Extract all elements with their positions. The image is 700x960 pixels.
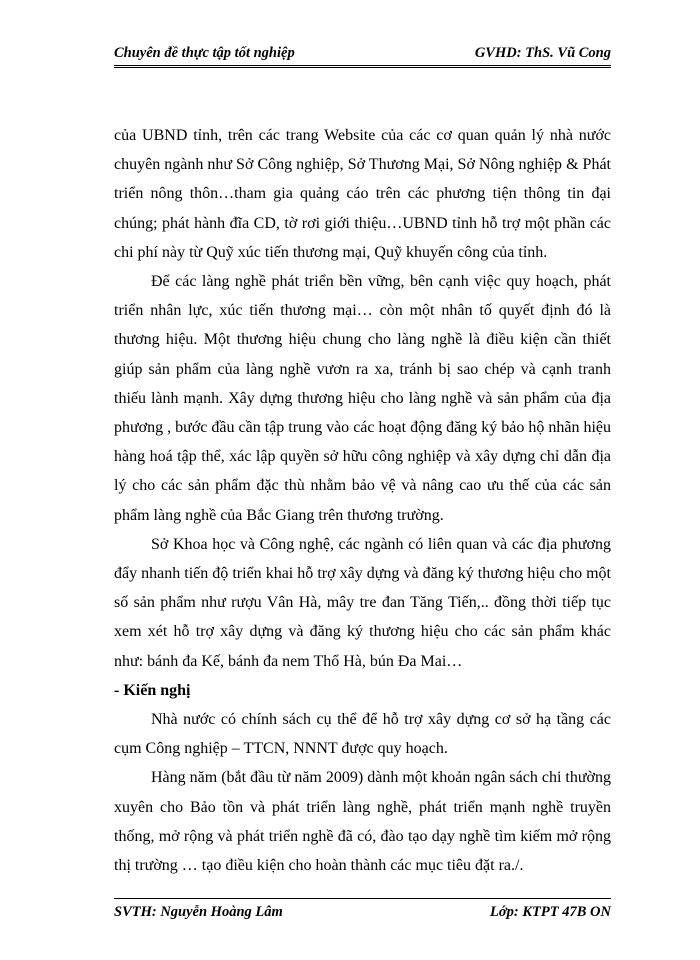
paragraph-continuation: của UBND tỉnh, trên các trang Website của các cơ quan quản lý nhà nước chuyên ngành như Sở Công nghiệp, Sở Thương Mại, Sở Nông nghiệp & Phát triển nông thôn…tham gia quảng cáo trên các phương tiện thông tin đại chúng; phát hành đĩa CD, tờ rơi giới thiệu…UBND tỉnh hỗ trợ một phần các chi phí này từ Quỹ xúc tiến thương mại, Quỹ khuyến công của tỉnh. (114, 127, 611, 261)
footer-student: SVTH: Nguyễn Hoàng Lâm (114, 904, 283, 920)
header-supervisor: GVHD: ThS. Vũ Cong (474, 45, 611, 61)
footer-class: Lớp: KTPT 47B ON (490, 904, 611, 920)
paragraph-annual-budget: Hàng năm (bắt đầu từ năm 2009) dành một khoản ngân sách chi thường xuyên cho Bảo tồn và phát triển làng nghề, phát triển mạnh nghề truyền thống, mở rộng và phát triển nghề đã có, đào tạo dạy nghề tìm kiếm mở rộng thị trường … tạo điều kiện cho hoàn thành các mục tiêu đặt ra./. (114, 769, 611, 875)
header-divider (114, 65, 611, 68)
section-heading-recommendations: - Kiến nghị (114, 681, 191, 699)
footer-divider (114, 898, 611, 899)
document-body (114, 121, 611, 880)
paragraph-state-policy: Nhà nước có chính sách cụ thể để hỗ trợ xây dựng cơ sở hạ tầng các cụm Công nghiệp – TTCN, NNNT được quy hoạch. (114, 711, 611, 758)
header-document-title: Chuyên đề thực tập tốt nghiệp (114, 45, 295, 61)
paragraph-science-department: Sở Khoa học và Công nghệ, các ngành có liên quan và các địa phương đẩy nhanh tiến độ triển khai hỗ trợ xây dựng và đăng ký thương hiệu cho một số sản phẩm như rượu Vân Hà, mây tre đan Tăng Tiến,.. đồng thời tiếp tục xem xét hỗ trợ xây dựng và đăng ký thương hiệu cho các sản phẩm khác như: bánh đa Kế, bánh đa nem Thổ Hà, bún Đa Mai… (114, 535, 611, 670)
page-footer (114, 903, 611, 925)
paragraph-brand-development: Để các làng nghề phát triển bền vững, bên cạnh việc quy hoạch, phát triển nhân lực, xúc tiến thương mại… còn một nhân tố quyết định đó là thương hiệu. Một thương hiệu chung cho làng nghề là điều kiện cần thiết giúp sản phẩm của làng nghề vươn ra xa, tránh bị sao chép và cạnh tranh thiếu lành mạnh. Xây dựng thương hiệu cho làng nghề và sản phẩm của địa phương , bước đầu cần tập trung vào các hoạt động đăng ký bảo hộ nhãn hiệu hàng hoá tập thể, xác lập quyền sở hữu công nghiệp và xây dựng chỉ dẫn địa lý cho các sản phẩm đặc thù nhằm bảo vệ và nâng cao ưu thế của các sản phẩm làng nghề của Bắc Giang trên thương trường. (114, 273, 611, 524)
page-header (114, 44, 611, 66)
